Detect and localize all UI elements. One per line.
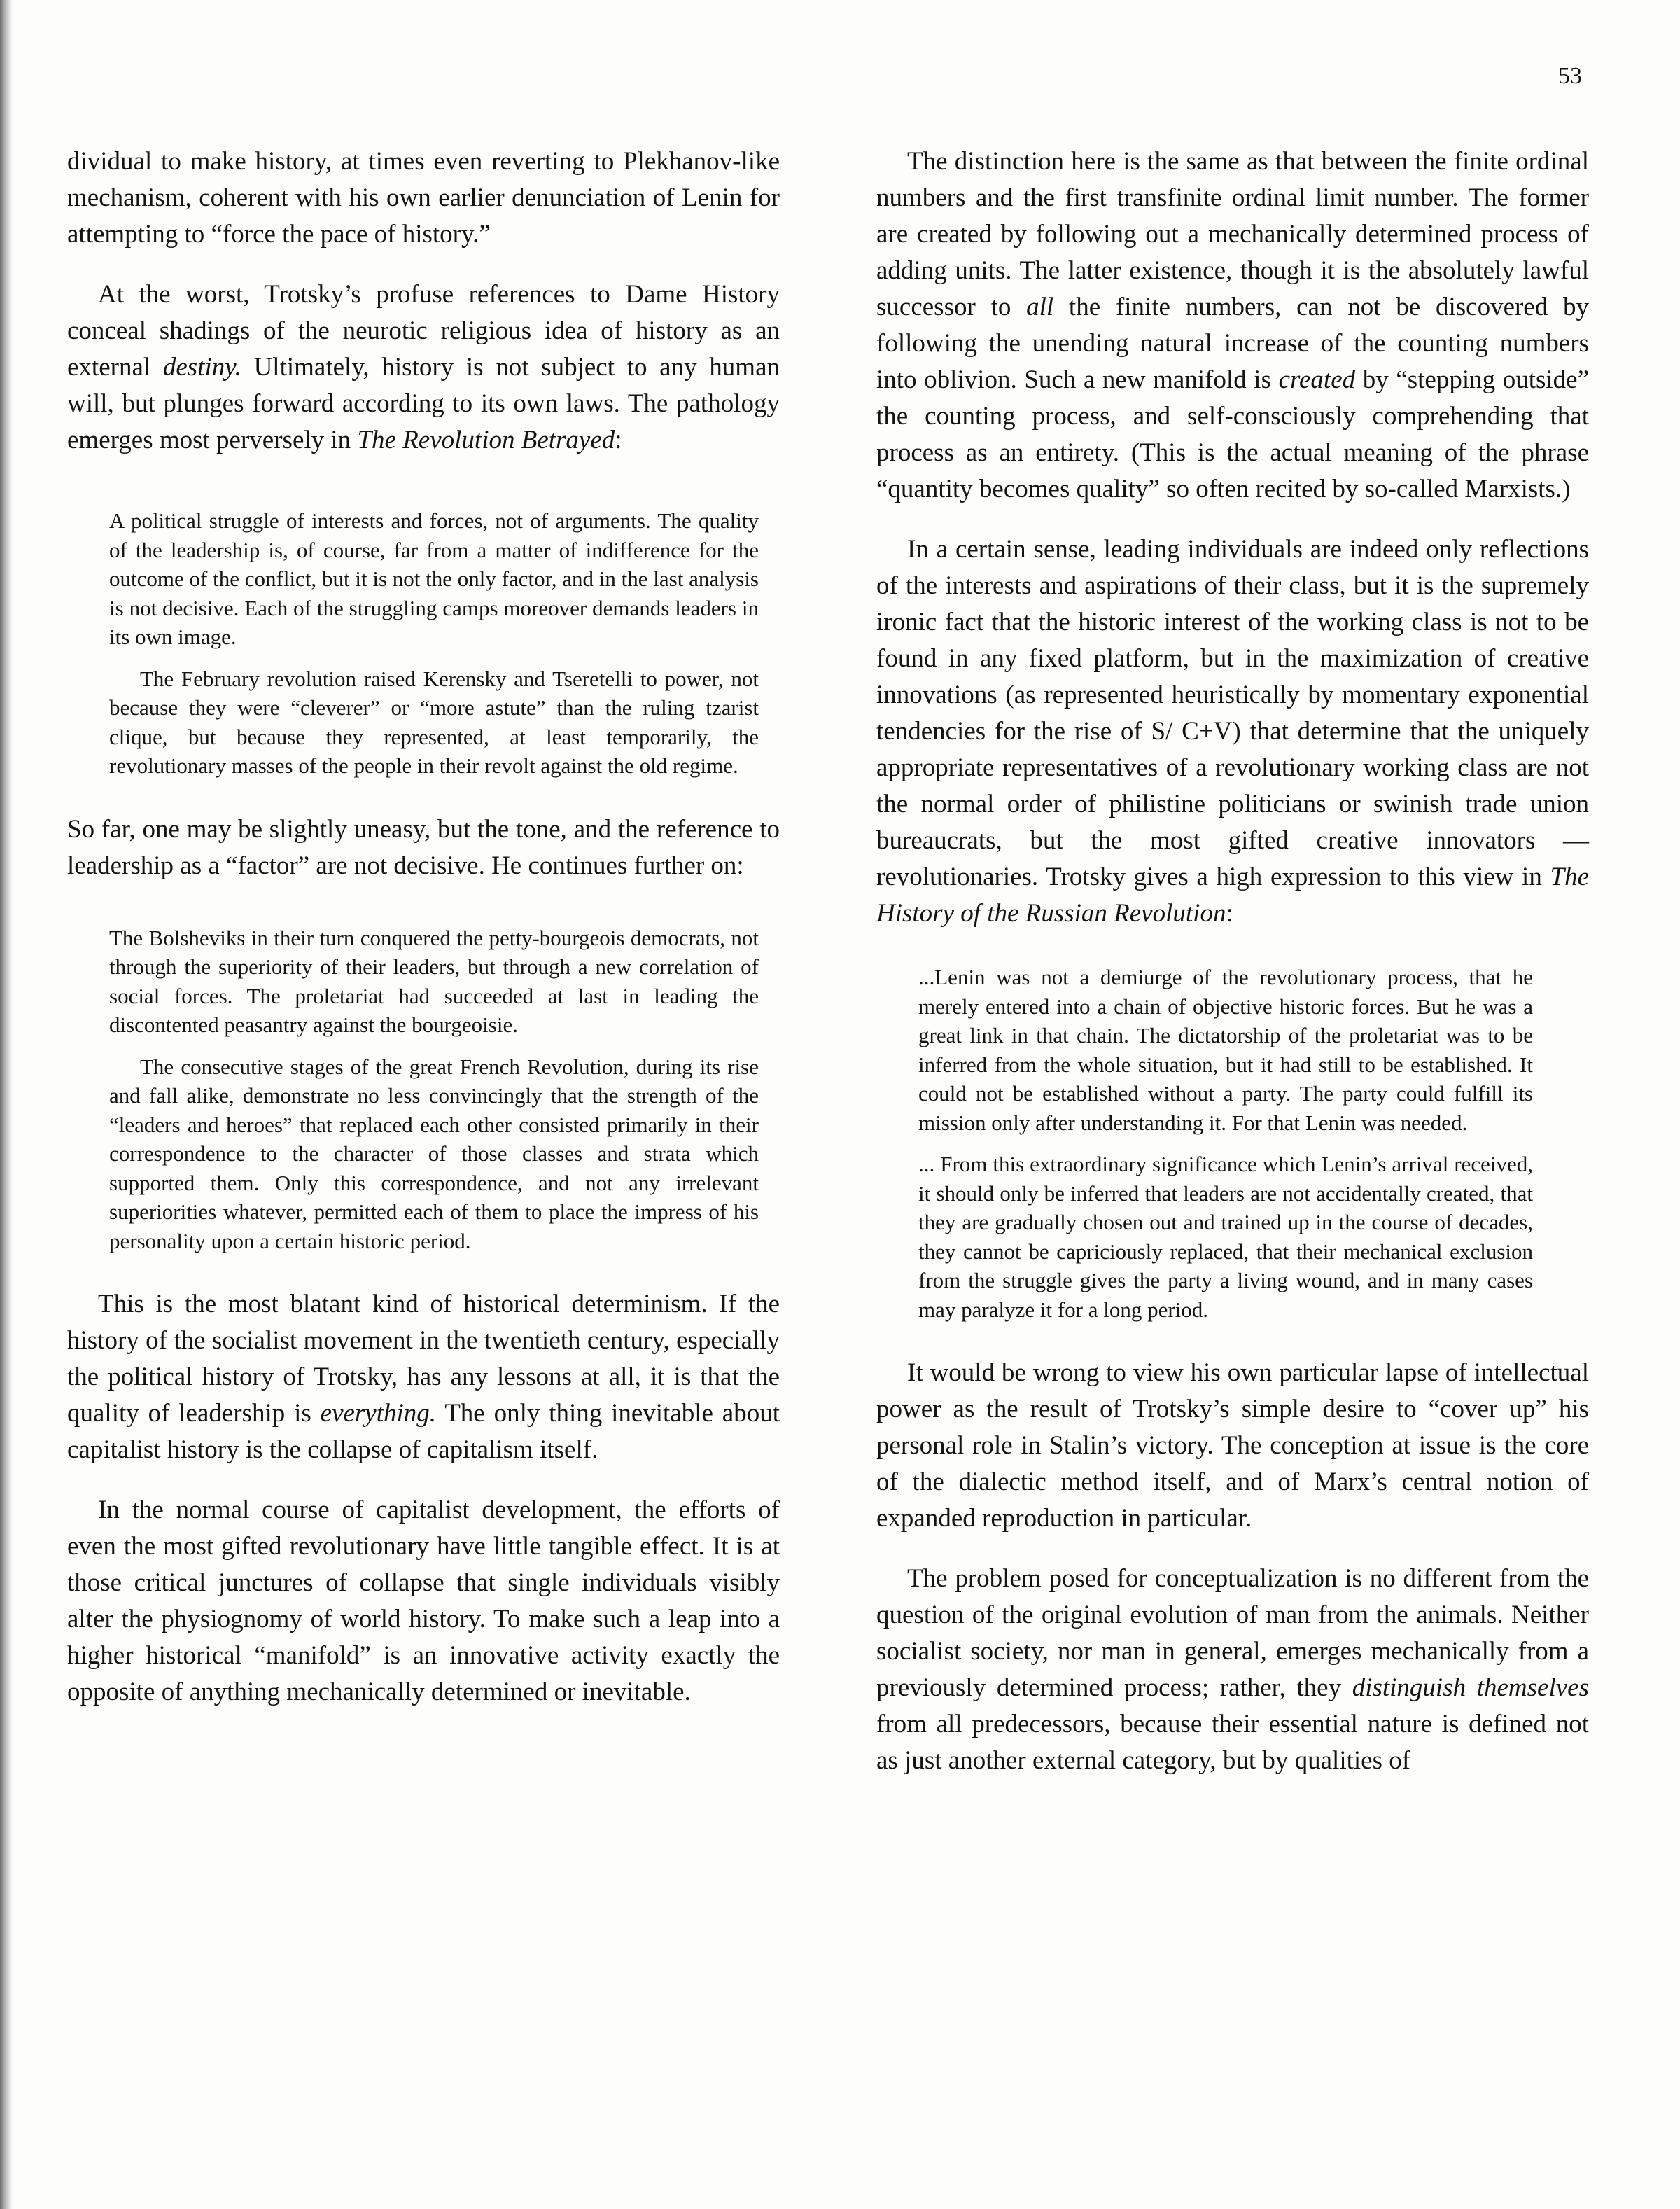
- left-column: [67, 144, 780, 1734]
- text-run: In a certain sense, leading individuals are indeed only reflections of the interests and aspirations of their class, but it is the supremely ironic fact that the historic interest of the working class is not to be found in any fixed platform, but in the maximization of creative innovations (as represented heuristically by momentary exponential tendencies for the rise of S/ C+V) that determine that the uniquely appropriate representatives of a revolutionary working class are not the normal order of philistine politicians or swinish trade union bureaucrats, but the most gifted creative innovators — revolutionaries. Trotsky gives a high expression to this view in: [876, 535, 1589, 891]
- quote-paragraph: ...Lenin was not a demiurge of the revolutionary process, that he merely entered into a chain of objective historic forces. But he was a great link in that chain. The dictatorship of the proletariat was to be inferred from the whole situation, but it had still to be established. It could not be established without a party. The party could fulfill its mission only after understanding it. For that Lenin was needed.: [918, 965, 1533, 1135]
- quote-paragraph: ... From this extraordinary significance which Lenin’s arrival received, it should only be inferred that leaders are not accidentally created, that they are gradually chosen out and trained up in the course of decades, they cannot be capriciously replaced, that their mechanical exclusion from the struggle gives the party a living wound, and in many cases may paralyze it for a long period.: [918, 1152, 1533, 1322]
- paragraph: [876, 1561, 1589, 1779]
- paragraph: [876, 144, 1589, 508]
- book-title: The Revolution Betrayed: [357, 426, 615, 454]
- right-column: [876, 144, 1589, 1803]
- page-number: 53: [1558, 63, 1582, 89]
- text-run: the finite numbers, can not be discovered by following the unending natural increase of the counting numbers into oblivion. Such a new manifold is: [876, 293, 1589, 394]
- block-quote: [67, 506, 780, 781]
- book-title: The History of the Russian Revolution: [876, 863, 1589, 928]
- paragraph: dividual to make history, at times even reverting to Plekhanov-like mechanism, coherent with his own earlier denunciation of Lenin for attempting to “force the pace of history.”: [67, 147, 780, 249]
- paragraph: In the normal course of capitalist development, the efforts of even the most gifted revolutionary have little tangible effect. It is at those critical junctures of collapse that single individuals visibly alter the physiognomy of world history. To make such a leap into a higher historical “manifold” is an innovative activity exactly the opposite of anything mechanically determined or inevitable.: [67, 1496, 780, 1706]
- text-run: from all predecessors, because their essential nature is defined not as just another external category, but by qualities of: [876, 1710, 1589, 1775]
- scan-edge-shadow: [0, 0, 13, 2209]
- text-run: :: [615, 426, 622, 454]
- emphasis: all: [1026, 293, 1054, 321]
- quote-paragraph: The Bolsheviks in their turn conquered the petty-bourgeois democrats, not through the superiority of their leaders, but through a new correlation of social forces. The proletariat had succeeded at last in leading the discontented peasantry against the bourgeoisie.: [109, 925, 759, 1037]
- quote-paragraph: A political struggle of interests and forces, not of arguments. The quality of the leadership is, of course, far from a matter of indifference for the outcome of the conflict, but it is not the only factor, and in the last analysis is not decisive. Each of the struggling camps moreover demands leaders in its own image.: [109, 508, 759, 649]
- emphasis: everything.: [320, 1399, 437, 1428]
- emphasis: destiny.: [162, 353, 241, 382]
- paragraph: It would be wrong to view his own particular lapse of intellectual power as the result of Trotsky’s simple desire to “cover up” his personal role in Stalin’s victory. The conception at issue is the core of the dialectic method itself, and of Marx’s central notion of expanded reproduction in particular.: [876, 1358, 1589, 1533]
- emphasis: distinguish themselves: [1352, 1673, 1589, 1702]
- quote-paragraph: The February revolution raised Kerensky and Tseretelli to power, not because they were “cleverer” or “more astute” than the ruling tzarist clique, but because they represented, at least temporarily, the revolutionary masses of the people in their revolt against the old regime.: [109, 666, 759, 778]
- emphasis: created: [1278, 365, 1356, 394]
- text-run: Ultimately, history is not subject to any human will, but plunges forward according to its own laws. The pathology emerges most perversely in: [67, 353, 780, 454]
- paragraph: [67, 1286, 780, 1468]
- text-run: The distinction here is the same as that between the finite ordinal numbers and the first transfinite ordinal limit number. The former are created by following out a mechanically determined process of adding units. The latter existence, though it is the absolutely lawful successor to: [876, 147, 1589, 321]
- paragraph: So far, one may be slightly uneasy, but the tone, and the reference to leadership as a “factor” are not decisive. He continues further on:: [67, 814, 780, 880]
- block-quote: [67, 924, 780, 1256]
- text-run: At the worst, Trotsky’s profuse references to Dame History conceal shadings of the neurotic religious idea of history as an external: [67, 280, 780, 382]
- text-run: The problem posed for conceptualization is no different from the question of the original evolution of man from the animals. Neither socialist society, nor man in general, emerges mechanically from a previously determined process; rather, they: [876, 1564, 1589, 1702]
- text-run: :: [1226, 899, 1233, 928]
- paragraph: [67, 277, 780, 459]
- quote-paragraph: The consecutive stages of the great French Revolution, during its rise and fall alike, demonstrate no less convincingly that the strength of the “leaders and heroes” that replaced each other consisted primarily in their correspondence to the character of those classes and strata which supported them. Only this correspondence, and not any irrelevant superiorities whatever, permitted each of them to place the impress of his personality upon a certain historic period.: [109, 1054, 759, 1253]
- text-run: This is the most blatant kind of historical determinism. If the history of the socialist movement in the twentieth century, especially the political history of Trotsky, has any lessons at all, it is that the quality of leadership is: [67, 1290, 780, 1428]
- paragraph: [876, 531, 1589, 932]
- text-run: The only thing inevitable about capitalist history is the collapse of capitalism itself.: [67, 1399, 780, 1464]
- block-quote: [876, 963, 1589, 1324]
- text-run: by “stepping outside” the counting process, and self-consciously comprehending that process as an entirety. (This is the actual meaning of the phrase “quantity becomes quality” so often recited by so-called Marxists.): [876, 365, 1589, 503]
